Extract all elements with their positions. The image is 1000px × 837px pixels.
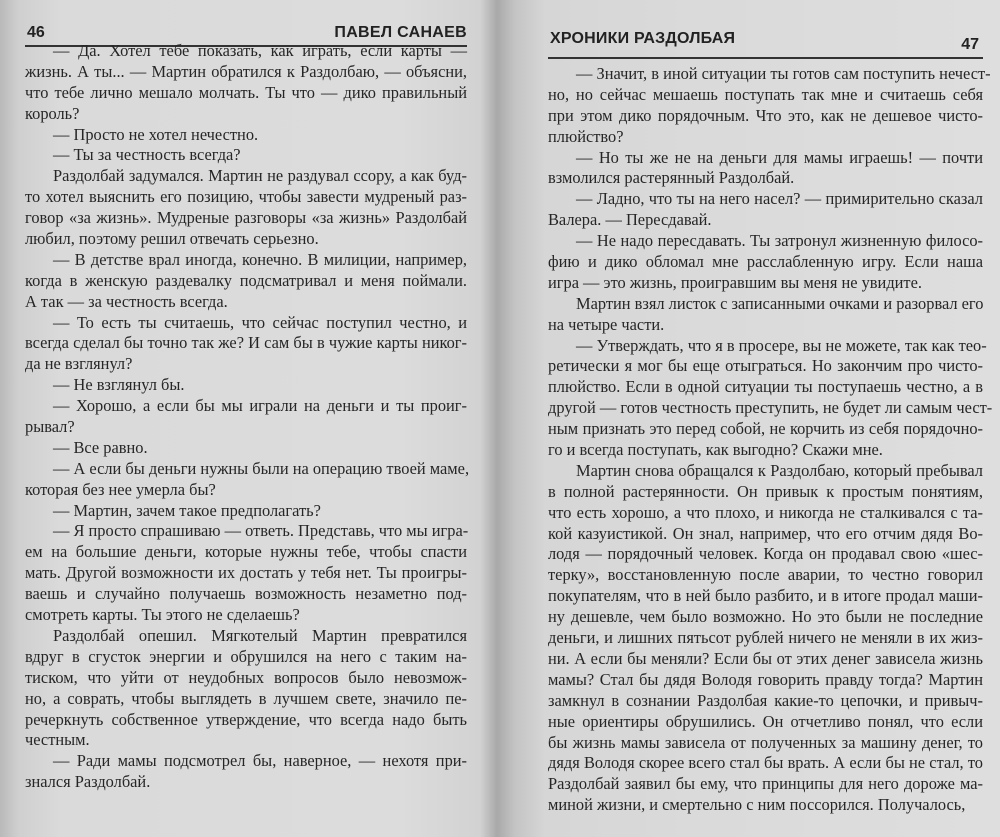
text-line: ным признать это перед собой, не корчить из себя порядочно- — [548, 419, 983, 439]
text-line: тиском, что уйти от неудобных вопросов было невозмож- — [25, 667, 467, 687]
text-line: Раздолбай заявил бы ему, что принципы для него дороже ма- — [548, 774, 983, 794]
text-line: то хотел выяснить его позицию, чтобы завести мудреный раз- — [25, 187, 467, 207]
paragraph — [25, 250, 467, 313]
text-line: — То есть ты считаешь, что сейчас поступил честно, и — [53, 312, 467, 332]
paragraph — [548, 189, 983, 231]
text-line: другой — готов честность преступить, не будет ли самым чест- — [548, 398, 993, 418]
text-line: — Мартин, зачем такое предполагать? — [53, 500, 321, 520]
header-rule — [548, 57, 983, 59]
text-line: ваешь и случайно получаешь возможность незаметно под- — [25, 584, 467, 604]
page-number: 47 — [961, 36, 979, 53]
text-line: Мартин взял листок с записанными очками и разорвал его — [576, 293, 984, 313]
text-line: ретически я мог бы еще отыграться. Но закончим про чисто- — [548, 356, 983, 376]
paragraph — [25, 626, 467, 751]
paragraph — [25, 438, 467, 459]
text-line: — Все равно. — [53, 437, 148, 457]
text-line: бы жизнь мамы зависела от полученных за машину денег, то — [548, 732, 983, 752]
text-line: честным. — [25, 730, 90, 750]
text-line: — Ладно, что ты на него насел? — примирительно сказал — [576, 189, 983, 209]
text-line: в полной растерянности. Он привык к простым понятиям, — [548, 481, 983, 501]
text-line: ни. А если бы меняли? Если бы от этих денег зависела жизнь — [548, 648, 983, 668]
paragraph — [25, 375, 467, 396]
text-line: говор «за жизнь». Мудреные разговоры «за жизнь» Раздолбай — [25, 208, 467, 228]
paragraph — [548, 335, 993, 461]
paragraph — [25, 501, 467, 522]
text-line: — Просто не хотел нечестно. — [53, 124, 259, 144]
page-body — [548, 64, 993, 816]
text-line: которая без нее умерла бы? — [25, 479, 216, 499]
text-line: ем на большие деньги, которые нужны тебе, чтобы спасти — [25, 542, 467, 562]
text-line: дядя Володя скорее всего стал бы врать. А если бы не стал, то — [548, 753, 983, 773]
text-line: знался Раздолбай. — [25, 772, 151, 792]
text-line: игра — это жизнь, проигравшим вы меня не увидите. — [548, 272, 922, 292]
text-line: Раздолбай задумался. Мартин не раздувал ссору, а как буд- — [53, 166, 467, 186]
text-line: смотреть карты. Ты этого не сделаешь? — [25, 605, 300, 625]
text-line: что тебе лично мешало молчать. Ты что — дико правильный — [25, 82, 467, 102]
text-line: плюйство? — [548, 126, 624, 146]
paragraph — [548, 231, 983, 294]
text-line: да не взглянул? — [25, 354, 133, 374]
text-line: на четыре части. — [548, 314, 665, 334]
text-line: взмолился растерянный Раздолбай. — [548, 168, 795, 188]
text-line: Раздолбай опешил. Мягкотелый Мартин превратился — [53, 625, 467, 645]
text-line: речеркнуть собственное утверждение, что всегда надо быть — [25, 709, 467, 729]
text-line: любил, поэтому решил отвечать серьезно. — [25, 229, 319, 249]
paragraph — [548, 148, 983, 190]
text-line: — Не надо пересдавать. Ты затронул жизненную филосо- — [576, 231, 983, 251]
running-head-title: ХРОНИКИ РАЗДОЛБАЯ — [550, 30, 736, 47]
text-line: А так — за честность всегда. — [25, 291, 228, 311]
paragraph — [25, 458, 470, 501]
text-line: — Утверждать, что я в просере, вы не можете, так как тео- — [576, 335, 987, 355]
running-head-author: ПАВЕЛ САНАЕВ — [334, 24, 467, 41]
text-line: Мартин снова обращался к Раздолбаю, который пребывал — [576, 460, 983, 480]
text-line: Валера. — Пересдавай. — [548, 210, 712, 230]
text-line: рывал? — [25, 417, 75, 437]
text-line: — Не взглянул бы. — [53, 375, 185, 395]
text-line: при этом дико порядочным. Что это, как не дешевое чисто- — [548, 105, 983, 125]
text-line: но, но сейчас мешаешь поступать так мне и считаешь себя — [548, 84, 983, 104]
text-line: — Да. Хотел тебе показать, как играть, если карты — — [53, 41, 467, 60]
text-line: — Ради мамы подсмотрел бы, наверное, — нехотя при- — [53, 751, 467, 771]
paragraph — [548, 294, 983, 336]
paragraph — [25, 313, 467, 376]
text-line: терку», восстановленную после аварии, то честно говорил — [548, 565, 983, 585]
text-line: лодя — порядочный человек. Когда он продавал свою «шес- — [548, 544, 983, 564]
paragraph — [25, 145, 467, 166]
text-line: кой казуистикой. Он знал, например, что его отчим дядя Во- — [548, 523, 983, 543]
text-line: — Хорошо, а если бы мы играли на деньги и ты проиг- — [53, 396, 467, 416]
text-line: ну дешевле, чем было возможно. Но это были не последние — [548, 607, 983, 627]
text-line: что есть хорошо, а что плохо, и никогда не сталкивался с та- — [548, 502, 983, 522]
text-line: жизнь. А ты... — Мартин обратился к Раздолбаю, — объясни, — [25, 61, 467, 81]
paragraph — [548, 461, 983, 816]
text-line: — Ты за честность всегда? — [53, 145, 241, 165]
paragraph — [25, 396, 467, 438]
paragraph — [25, 521, 467, 625]
paragraph — [25, 166, 467, 250]
text-line: вдруг в сгусток энергии и обрушился на него с таким на- — [25, 646, 467, 666]
text-line: — Значит, в иной ситуации ты готов сам поступить нечест- — [576, 64, 991, 83]
text-line: мамы? Стал бы дядя Володя говорить правду тогда? Мартин — [548, 669, 983, 689]
text-line: всегда сделал бы точно так же? И сам бы в чужие карты никог- — [25, 333, 467, 353]
text-line: — А если бы деньги нужны были на операцию твоей маме, — [53, 458, 470, 478]
paragraph — [25, 751, 467, 793]
text-line: замкнул в сознании Раздолбая какие-то цепочки, и привыч- — [548, 690, 983, 710]
paragraph — [25, 41, 467, 125]
paragraph — [25, 125, 467, 146]
text-line: го и всегда поступать, как выгодно? Скажи мне. — [548, 440, 883, 460]
text-line: ные ориентиры обрушились. Он отчетливо понял, что если — [548, 711, 983, 731]
text-line: но, а соврать, чтобы выглядеть в лучшем свете, значило пе- — [25, 688, 467, 708]
text-line: миной жизни, и смертельно с ним поссорился. Получалось, — [548, 795, 966, 815]
text-line: покупателям, что в ней было разбито, и в итоге продал маши- — [548, 586, 983, 606]
text-line: — Но ты же не на деньги для мамы играешь! — почти — [576, 147, 983, 167]
text-line: фию и дико обломал мне расслабленную игру. Если наша — [548, 252, 983, 272]
paragraph — [548, 64, 991, 148]
text-line: мать. Другой возможности их достать у тебя нет. Ты проигры- — [25, 563, 467, 583]
text-line: — Я просто спрашиваю — ответь. Представь, что мы игра- — [53, 521, 469, 541]
page-number: 46 — [27, 24, 45, 41]
text-line: — В детстве врал иногда, конечно. В милиции, например, — [53, 249, 467, 269]
text-line: плюйство. Если в одной ситуации ты поступаешь честно, а в — [548, 377, 983, 397]
text-line: деньги, и лишних пятьсот рублей ничего не меняли в их жиз- — [548, 628, 983, 648]
text-line: король? — [25, 103, 80, 123]
page-body — [25, 41, 470, 793]
text-line: когда в женскую раздевалку подсматривал и меня поймали. — [25, 270, 467, 290]
